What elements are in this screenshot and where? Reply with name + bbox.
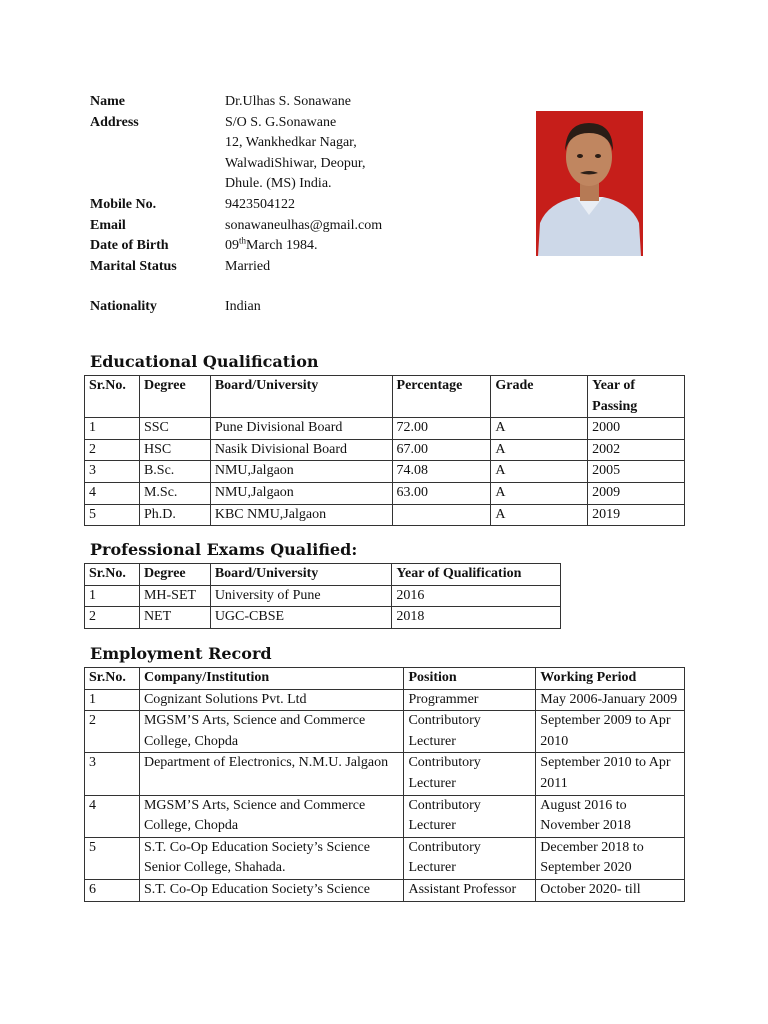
education-cell: Ph.D. [139,504,210,526]
table-row [85,461,685,483]
employment-cell: October 2020- till [536,879,685,901]
info-label: Address [90,114,139,130]
employment-cell: Contributory Lecturer [404,795,536,837]
employment-cell: December 2018 to September 2020 [536,837,685,879]
education-cell: A [491,461,588,483]
dob-suffix: th [239,235,247,246]
employment-cell: Department of Electronics, N.M.U. Jalgaon [139,753,404,795]
dob-value [225,236,382,257]
education-header-cell: Grade [491,376,588,418]
dob-row [90,236,382,257]
info-row [90,174,382,195]
education-table [84,375,685,526]
info-row [90,195,382,216]
education-cell: A [491,482,588,504]
info-value: WalwadiShiwar, Deopur, [225,155,366,171]
table-row [85,753,685,795]
employment-cell: 6 [85,879,140,901]
table-row [85,482,685,504]
table-row [85,418,685,440]
education-cell: SSC [139,418,210,440]
professional-cell: 2 [85,607,140,629]
profile-photo [536,111,643,256]
employment-cell: S.T. Co-Op Education Society’s Science Senior College, Shahada. [139,837,404,879]
info-value: S/O S. G.Sonawane [225,114,337,130]
info-label [90,133,225,154]
education-cell: 3 [85,461,140,483]
education-cell: M.Sc. [139,482,210,504]
professional-header-cell: Board/University [210,564,392,586]
employment-cell: Assistant Professor [404,879,536,901]
info-row [90,216,382,237]
professional-cell: NET [139,607,210,629]
education-cell: KBC NMU,Jalgaon [210,504,392,526]
table-row [85,504,685,526]
info-label: Name [90,94,125,109]
person-photo-icon [536,111,643,256]
info-value: Dhule. (MS) India. [225,176,332,192]
professional-cell: 2016 [392,585,561,607]
info-label [90,174,225,195]
table-row [85,585,561,607]
employment-cell: MGSM’S Arts, Science and Commerce College, Chopda [139,711,404,753]
education-cell: B.Sc. [139,461,210,483]
education-cell: 5 [85,504,140,526]
marital-value: Married [225,258,271,274]
professional-cell: University of Pune [210,585,392,607]
nationality-label: Nationality [90,299,157,315]
education-cell: HSC [139,439,210,461]
employment-cell: S.T. Co-Op Education Society’s Science [139,879,404,901]
employment-table [84,667,685,902]
education-cell: 72.00 [392,418,491,440]
info-row [90,133,382,154]
nationality-row [90,297,382,318]
employment-header-cell: Working Period [536,668,685,690]
education-cell: 63.00 [392,482,491,504]
education-header-cell: Year of Passing [588,376,685,418]
education-header-cell: Percentage [392,376,491,418]
education-cell: 4 [85,482,140,504]
education-cell: 2009 [588,482,685,504]
info-value: Dr.Ulhas S. Sonawane [225,94,351,109]
employment-cell: September 2009 to Apr 2010 [536,711,685,753]
employment-cell: Contributory Lecturer [404,753,536,795]
professional-cell: 1 [85,585,140,607]
education-cell: Pune Divisional Board [210,418,392,440]
education-header-cell: Degree [139,376,210,418]
marital-label: Marital Status [90,258,177,274]
table-row [85,711,685,753]
education-cell: 74.08 [392,461,491,483]
info-label: Email [90,217,126,233]
professional-cell: UGC-CBSE [210,607,392,629]
employment-cell: 4 [85,795,140,837]
education-cell: 67.00 [392,439,491,461]
table-row [85,689,685,711]
education-cell: A [491,418,588,440]
professional-header-cell: Year of Qualification [392,564,561,586]
employment-cell: MGSM’S Arts, Science and Commerce College, Chopda [139,795,404,837]
dob-day: 09 [225,238,239,254]
education-cell: 2000 [588,418,685,440]
employment-cell: 2 [85,711,140,753]
education-header-cell: Sr.No. [85,376,140,418]
education-cell: 1 [85,418,140,440]
info-value: 9423504122 [225,196,295,212]
personal-info [90,92,382,318]
employment-cell: September 2010 to Apr 2011 [536,753,685,795]
personal-fields [90,92,382,236]
nationality-value: Indian [225,299,261,315]
employment-cell: Contributory Lecturer [404,837,536,879]
info-row [90,113,382,134]
table-row [85,837,685,879]
education-cell [392,504,491,526]
education-cell: 2005 [588,461,685,483]
employment-title: Employment Record [90,644,272,663]
education-cell: A [491,504,588,526]
education-header-cell: Board/University [210,376,392,418]
professional-header-cell: Sr.No. [85,564,140,586]
marital-row [90,257,382,278]
professional-table [84,563,561,629]
info-row [90,154,382,175]
professional-cell: 2018 [392,607,561,629]
employment-cell: Programmer [404,689,536,711]
education-cell: A [491,439,588,461]
employment-cell: Cognizant Solutions Pvt. Ltd [139,689,404,711]
employment-cell: Contributory Lecturer [404,711,536,753]
education-title: Educational Qualification [90,352,319,371]
employment-header-cell: Sr.No. [85,668,140,690]
dob-rest: March 1984. [246,238,318,254]
info-label [90,154,225,175]
education-cell: 2 [85,439,140,461]
education-cell: 2002 [588,439,685,461]
employment-cell: August 2016 to November 2018 [536,795,685,837]
dob-label: Date of Birth [90,238,169,254]
professional-cell: MH-SET [139,585,210,607]
table-row [85,795,685,837]
education-cell: NMU,Jalgaon [210,482,392,504]
employment-header-cell: Company/Institution [139,668,404,690]
professional-title: Professional Exams Qualified: [90,540,358,559]
info-value: sonawaneulhas@gmail.com [225,217,383,233]
education-cell: Nasik Divisional Board [210,439,392,461]
table-row [85,879,685,901]
info-row [90,92,382,113]
education-cell: NMU,Jalgaon [210,461,392,483]
professional-header-cell: Degree [139,564,210,586]
employment-cell: 5 [85,837,140,879]
education-cell: 2019 [588,504,685,526]
employment-cell: 1 [85,689,140,711]
info-label: Mobile No. [90,196,157,212]
employment-header-cell: Position [404,668,536,690]
table-row [85,607,561,629]
employment-cell: 3 [85,753,140,795]
info-value: 12, Wankhedkar Nagar, [225,135,357,151]
employment-cell: May 2006-January 2009 [536,689,685,711]
table-row [85,439,685,461]
